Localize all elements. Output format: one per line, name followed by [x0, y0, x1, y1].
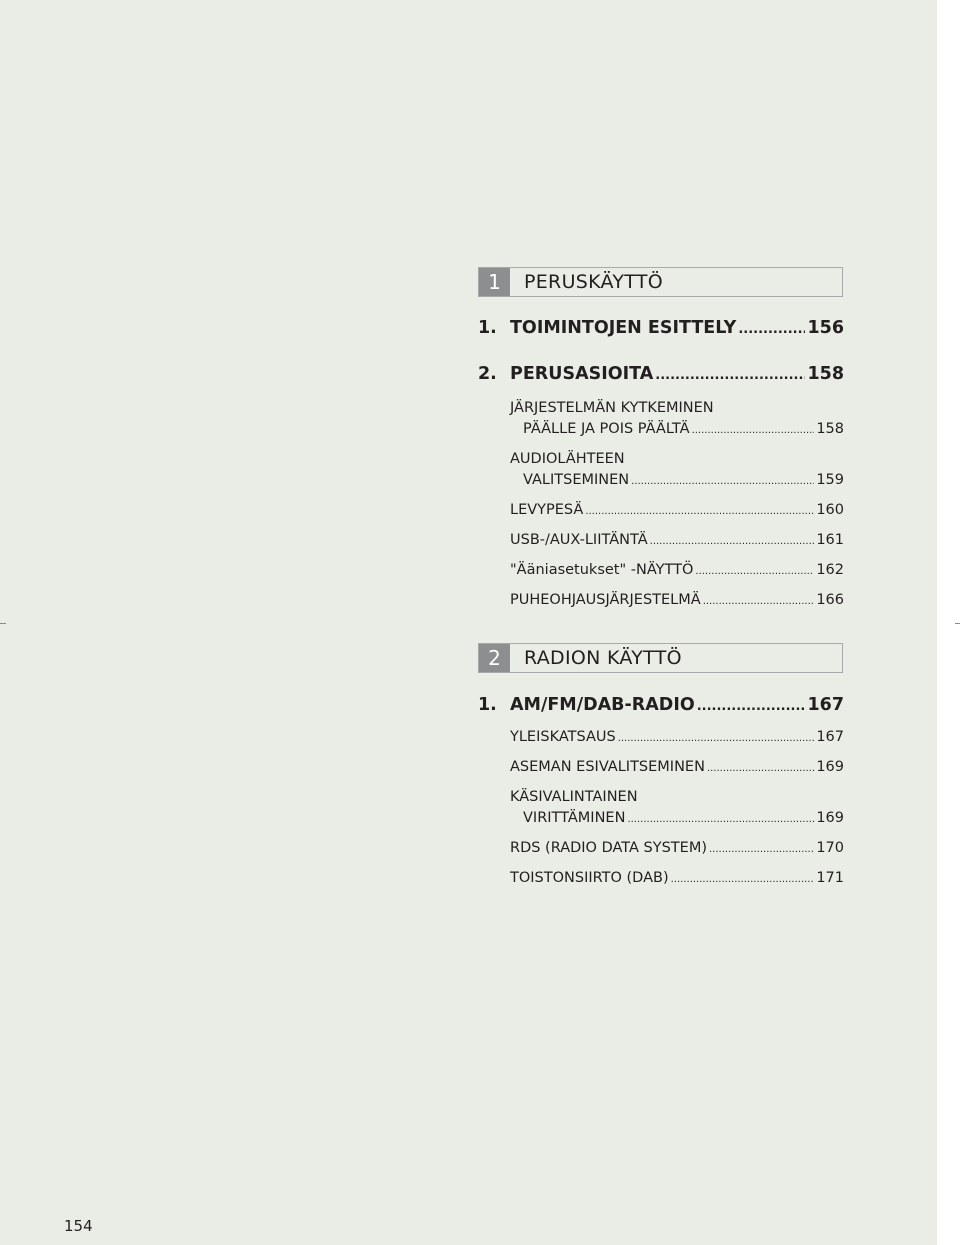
toc-entry[interactable] [478, 318, 844, 346]
sub-entry-page: 169 [816, 810, 844, 826]
sub-entry-title: LEVYPESÄ [510, 502, 584, 518]
leader-dots [671, 869, 815, 890]
section-number: 1 [479, 268, 510, 296]
sub-entry-title: KÄSIVALINTAINEN [510, 789, 638, 805]
entry-number: 1. [478, 695, 497, 715]
sub-entry-page: 162 [816, 562, 844, 578]
toc-sub-entry[interactable] [510, 449, 844, 492]
sub-entry-title-cont: VALITSEMINEN [523, 472, 630, 488]
toc-sub-entry[interactable] [510, 530, 844, 552]
entry-title: PERUSASIOITA [510, 364, 654, 384]
section-title: PERUSKÄYTTÖ [524, 271, 664, 293]
sub-entry-page: 167 [816, 729, 844, 745]
leader-dots [585, 501, 814, 522]
leader-dots [695, 561, 814, 582]
sub-entry-page: 161 [816, 532, 844, 548]
entry-title: TOIMINTOJEN ESITTELY [510, 318, 737, 338]
leader-dots [650, 531, 815, 552]
section-title: RADION KÄYTTÖ [524, 647, 682, 669]
sub-entries [510, 727, 844, 890]
sub-entry-title: RDS (RADIO DATA SYSTEM) [510, 840, 707, 856]
leader-dots [707, 758, 814, 779]
leader-dots [697, 699, 806, 714]
toc-sub-entry[interactable] [510, 838, 844, 860]
leader-dots [618, 728, 815, 749]
leader-dots [692, 420, 815, 441]
sub-entry-title-cont: PÄÄLLE JA POIS PÄÄLTÄ [523, 421, 690, 437]
toc-section-1 [478, 318, 844, 620]
toc-section-2 [478, 695, 844, 898]
toc-entry[interactable] [478, 364, 844, 392]
toc-sub-entry[interactable] [510, 398, 844, 441]
entry-number: 2. [478, 364, 497, 384]
leader-dots [655, 368, 805, 383]
toc-sub-entry[interactable] [510, 727, 844, 749]
leader-dots [631, 471, 814, 492]
sub-entry-page: 171 [816, 870, 844, 886]
sub-entry-page: 160 [816, 502, 844, 518]
sub-entry-page: 166 [816, 592, 844, 608]
sub-entry-title: AUDIOLÄHTEEN [510, 451, 625, 467]
page-number: 154 [64, 1217, 93, 1235]
sub-entry-title: PUHEOHJAUSJÄRJESTELMÄ [510, 592, 701, 608]
toc-sub-entry[interactable] [510, 560, 844, 582]
sub-entry-title: YLEISKATSAUS [510, 729, 616, 745]
toc-sub-entry[interactable] [510, 757, 844, 779]
entry-page: 156 [807, 318, 844, 338]
crop-mark-left [0, 623, 6, 624]
section-header-2 [478, 643, 843, 673]
entry-title: AM/FM/DAB-RADIO [510, 695, 695, 715]
leader-dots [709, 839, 814, 860]
sub-entry-page: 158 [816, 421, 844, 437]
toc-entry[interactable] [478, 695, 844, 723]
entry-page: 167 [807, 695, 844, 715]
leader-dots [627, 809, 814, 830]
sub-entries [510, 398, 844, 612]
crop-mark-right [955, 623, 960, 624]
sub-entry-title: "Ääniasetukset" -NÄYTTÖ [510, 562, 694, 578]
leader-dots [738, 322, 805, 337]
sub-entry-page: 169 [816, 759, 844, 775]
entry-number: 1. [478, 318, 497, 338]
toc-sub-entry[interactable] [510, 500, 844, 522]
sub-entry-title: JÄRJESTELMÄN KYTKEMINEN [510, 400, 714, 416]
sub-entry-title-cont: VIRITTÄMINEN [523, 810, 626, 826]
toc-sub-entry[interactable] [510, 590, 844, 612]
section-number: 2 [479, 644, 510, 672]
leader-dots [703, 591, 815, 612]
sub-entry-title: USB-/AUX-LIITÄNTÄ [510, 532, 648, 548]
sub-entry-title: TOISTONSIIRTO (DAB) [510, 870, 669, 886]
sub-entry-title: ASEMAN ESIVALITSEMINEN [510, 759, 705, 775]
section-header-1 [478, 267, 843, 297]
sub-entry-page: 159 [816, 472, 844, 488]
sub-entry-page: 170 [816, 840, 844, 856]
toc-sub-entry[interactable] [510, 787, 844, 830]
toc-sub-entry[interactable] [510, 868, 844, 890]
entry-page: 158 [807, 364, 844, 384]
